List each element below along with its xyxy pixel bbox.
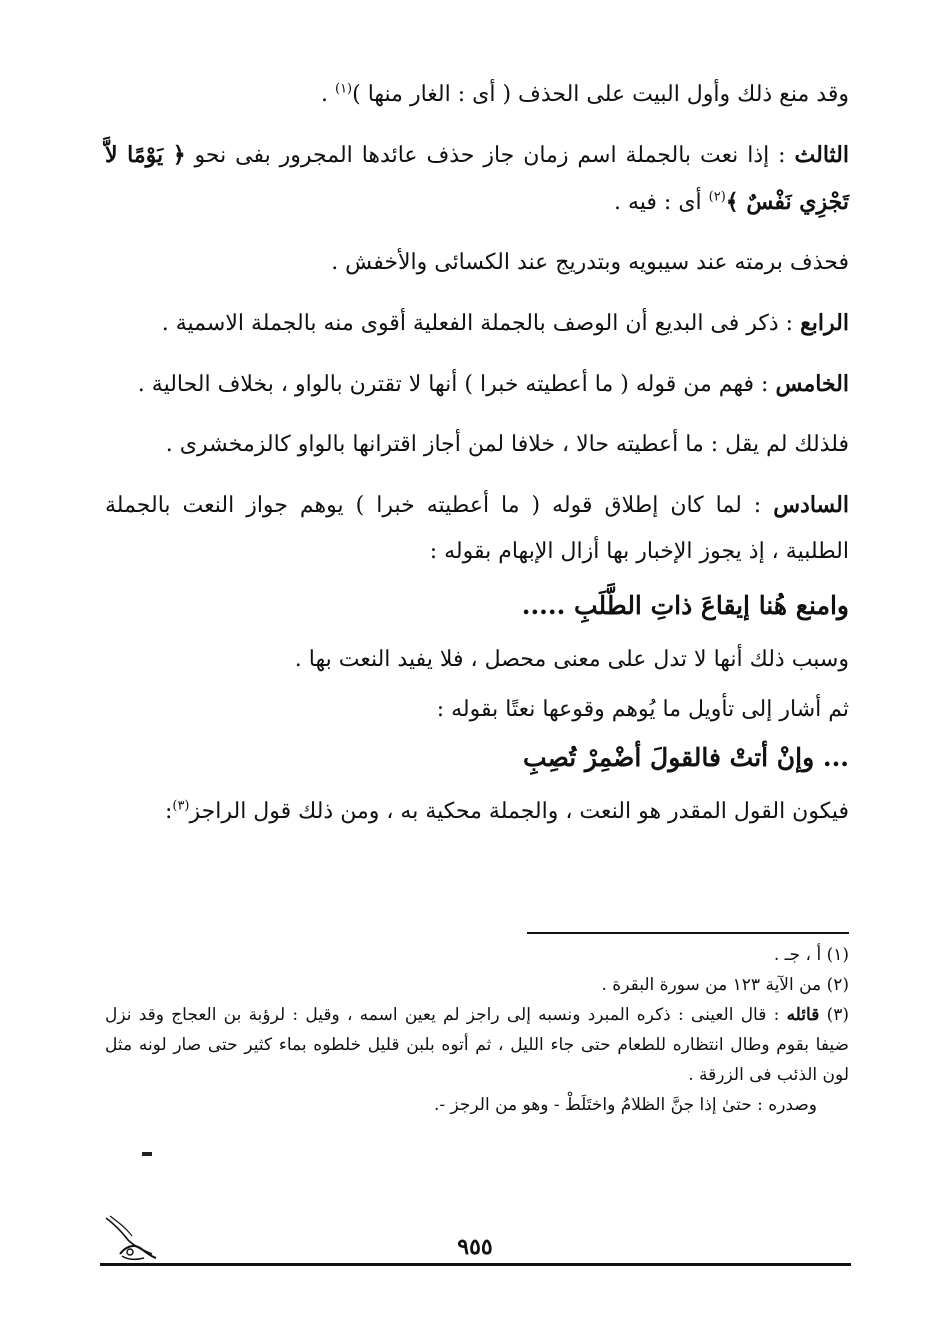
page-number: ٩٥٥ xyxy=(457,1234,493,1260)
poem-verse-2: ... وإنْ أتتْ فالقولَ أضْمِرْ تُصِبِ xyxy=(523,743,849,772)
footnote-ref-1[interactable]: (١) xyxy=(334,81,353,97)
page-bottom-rule xyxy=(100,1263,851,1266)
paragraph-reason: وسبب ذلك أنها لا تدل على معنى محصل ، فلا يفيد النعت بها . xyxy=(294,647,849,672)
footnote-ref-3[interactable]: (٣) xyxy=(172,798,190,814)
section-heading-third: الثالث xyxy=(794,142,849,168)
footnote-2: (٢) من الآية ١٢٣ من سورة البقرة . xyxy=(601,975,849,995)
paragraph-1: وقد منع ذلك وأول البيت على الحذف ( أى : الغار منها )$^{(١)}$ . xyxy=(320,81,849,107)
paragraph-1-text: وقد منع ذلك وأول البيت على الحذف ( أى : الغار منها ) xyxy=(352,82,849,107)
footnote-3-verse: وصدره : حتىٰ إذا جنَّ الظلامُ واختَلَطْ - وهو من الرجز -. xyxy=(433,1095,817,1115)
footnote-ref-2[interactable]: (٢) xyxy=(708,189,726,205)
poem-verse-1: وامنع هُنا إيقاعَ ذاتِ الطَّلَبِ ..... xyxy=(521,591,849,620)
footnote-3: (٣) قائله : قال العينى : ذكره المبرد ونسبه إلى راجز لم يعين اسمه ، وقيل : لرؤبة بن العجاج وقد نزل ضيفا بقوم وطال انتظاره للطعام حتى جاء الليل ، ثم أتوه بلبن قليل خلطوه بماء كثير حتى صار لونه مثل لون الذئب فى الزرقة . xyxy=(105,1005,850,1085)
section-heading-sixth: السادس xyxy=(773,492,849,518)
paragraph-rajiz: فيكون القول المقدر هو النعت ، والجملة محكية به ، ومن ذلك قول الراجز$^{(٣)}$: xyxy=(164,798,849,824)
quran-quote: ﴿ يَوْمًا لاَّ تَجْزِي نَفْسٌ ﴾ xyxy=(105,142,849,215)
paragraph-fourth: الرابع : ذكر فى البديع أن الوصف بالجملة الفعلية أقوى منه بالجملة الاسمية . xyxy=(161,310,849,336)
paragraph-third: الثالث : إذا نعت بالجملة اسم زمان جاز حذف عائدها المجرور بفى نحو ﴿ يَوْمًا لاَّ تَجْزِي نَفْسٌ ﴾$^{(٢)}$ أى : فيه . xyxy=(105,142,849,215)
footnote-separator xyxy=(527,932,849,934)
section-heading-fifth: الخامس xyxy=(775,371,849,397)
paragraph-therefore: فلذلك لم يقل : ما أعطيته حالا ، خلافا لمن أجاز اقترانها بالواو كالزمخشرى . xyxy=(165,432,849,457)
hand-pointer-ornament-icon xyxy=(100,1210,160,1270)
paragraph-sixth: السادس : لما كان إطلاق قوله ( ما أعطيته خبرا ) يوهم جواز النعت بالجملة الطلبية ، إذ يجوز الإخبار بها أزال الإبهام بقوله : xyxy=(105,492,849,564)
print-mark xyxy=(142,1152,152,1156)
paragraph-fifth: الخامس : فهم من قوله ( ما أعطيته خبرا ) أنها لا تقترن بالواو ، بخلاف الحالية . xyxy=(137,371,849,397)
footnotes xyxy=(105,940,849,1120)
section-heading-fourth: الرابع xyxy=(800,310,849,336)
footnote-3-author-label: قائله xyxy=(786,1005,820,1025)
main-text xyxy=(105,72,849,835)
paragraph-deletion: فحذف برمته عند سيبويه وبتدريج عند الكسائى والأخفش . xyxy=(331,250,849,275)
paragraph-interpretation: ثم أشار إلى تأويل ما يُوهم وقوعها نعتًا بقوله : xyxy=(436,697,849,722)
footnote-1: (١) أ ، جـ . xyxy=(773,945,849,965)
